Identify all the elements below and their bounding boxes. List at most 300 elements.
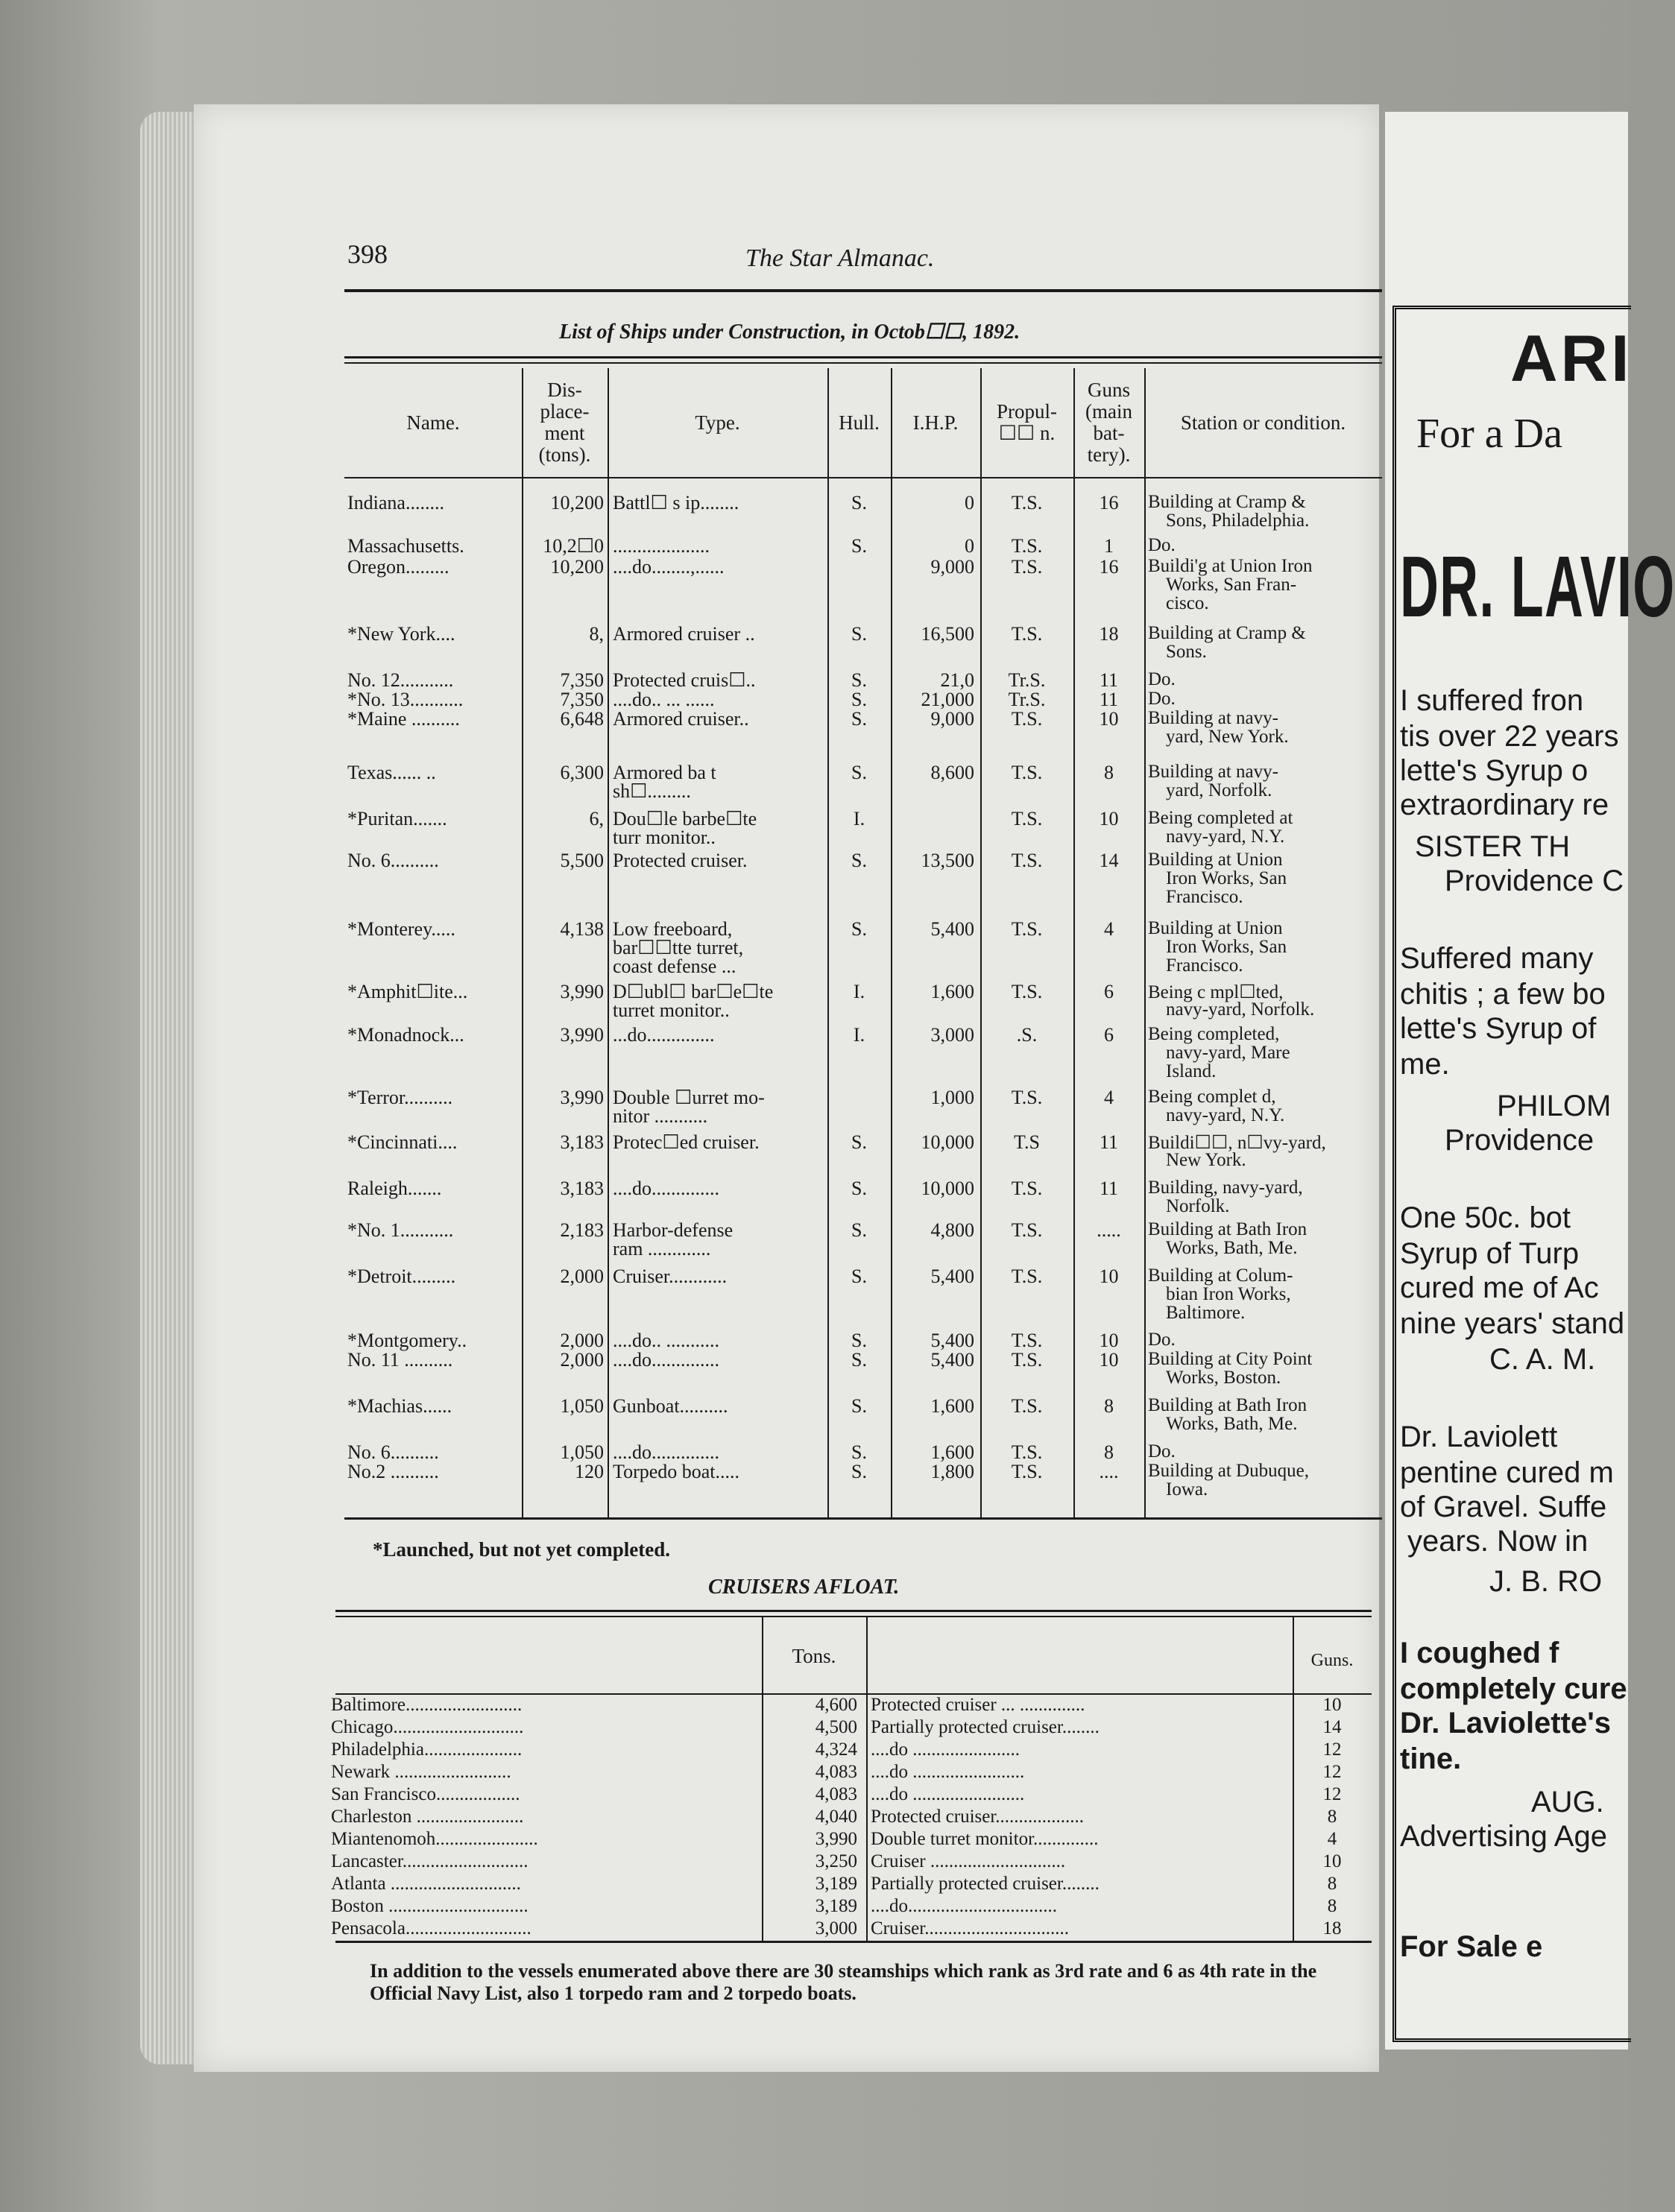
ship-type: D☐ubl☐ bar☐e☐te <box>613 981 774 1002</box>
ship-station: Building at Cramp & <box>1148 623 1306 643</box>
ship-type: Armored cruiser .. <box>613 623 755 645</box>
ship-hull: S. <box>851 669 867 691</box>
ship-hull: S. <box>851 1330 867 1351</box>
ship-displacement: 3,990 <box>560 1087 604 1108</box>
cruisers-table-caption: CRUISERS AFLOAT. <box>708 1576 900 1599</box>
ship-name: *Montgomery.. <box>347 1330 467 1351</box>
ship-ihp: 9,000 <box>930 708 974 730</box>
ship-displacement: 2,183 <box>560 1219 604 1241</box>
cruiser-type: ....do ....................... <box>871 1739 1020 1760</box>
ship-type: Battl☐ s ip........ <box>613 492 739 514</box>
ship-guns: 4 <box>1104 1087 1114 1108</box>
ship-type: nitor ........... <box>613 1105 708 1127</box>
ship-displacement: 4,138 <box>560 918 604 940</box>
ship-type: Protec☐ed cruiser. <box>613 1131 760 1153</box>
ship-guns: 16 <box>1099 492 1119 514</box>
cruiser-type: ....do ........................ <box>871 1784 1025 1804</box>
ship-type: ....do........,...... <box>613 556 725 578</box>
ship-ihp: 5,400 <box>930 918 974 940</box>
ship-station: Being complet d, <box>1148 1087 1276 1107</box>
ship-hull: S. <box>851 1131 867 1153</box>
ship-propulsion: T.S. <box>1011 535 1043 557</box>
cruiser-guns: 4 <box>1327 1829 1337 1849</box>
cruiser-guns: 10 <box>1322 1851 1342 1871</box>
ad-line: J. B. RO <box>1489 1565 1603 1598</box>
cruiser-name: Chicago............................ <box>331 1717 524 1737</box>
ship-hull: S. <box>851 1178 867 1199</box>
ship-propulsion: T.S. <box>1011 1219 1043 1241</box>
cruiser-type: Protected cruiser................... <box>871 1807 1085 1827</box>
ship-type: Harbor-defense <box>613 1219 734 1241</box>
ship-guns: .... <box>1099 1461 1119 1482</box>
cruiser-name: Miantenomoh...................... <box>331 1829 538 1849</box>
cruiser-tons: 3,000 <box>815 1918 857 1938</box>
ship-station: Do. <box>1148 535 1176 555</box>
ship-guns: 4 <box>1104 918 1114 940</box>
ship-propulsion: Tr.S. <box>1008 669 1046 691</box>
ship-propulsion: T.S. <box>1011 762 1043 783</box>
ship-station: Do. <box>1148 689 1176 709</box>
ship-name: *Monterey..... <box>347 918 455 940</box>
ship-name: No.2 .......... <box>347 1461 439 1482</box>
ship-station: navy-yard, N.Y. <box>1166 827 1285 847</box>
ship-ihp: 5,400 <box>930 1330 974 1351</box>
ship-type: turret monitor.. <box>613 999 730 1021</box>
cruiser-type: ....do................................ <box>871 1896 1057 1916</box>
ship-name: *Machias...... <box>347 1395 452 1417</box>
cruiser-guns: 12 <box>1322 1762 1342 1782</box>
ship-station: Baltimore. <box>1166 1303 1246 1323</box>
ship-displacement: 1,050 <box>560 1395 604 1417</box>
ship-displacement: 5,500 <box>560 850 604 871</box>
cruiser-guns: 12 <box>1322 1739 1342 1760</box>
ship-station: Norfolk. <box>1166 1196 1230 1216</box>
ship-displacement: 6, <box>589 808 604 829</box>
ship-type: Protected cruiser. <box>613 850 748 871</box>
ship-type: Dou☐le barbe☐te <box>613 808 757 829</box>
header-station: Station or condition. <box>1180 411 1346 434</box>
ship-type: ....do.............. <box>613 1441 719 1463</box>
ship-station: navy-yard, N.Y. <box>1166 1105 1285 1125</box>
ship-ihp: 1,800 <box>930 1461 974 1482</box>
ad-line: lette's Syrup o <box>1400 754 1589 787</box>
ship-type: Low freeboard, <box>613 918 733 940</box>
ship-station: Iowa. <box>1166 1479 1208 1500</box>
table-bottom-rule <box>344 1517 1382 1520</box>
cruiser-name: Lancaster........................... <box>331 1851 529 1871</box>
ship-displacement: 2,000 <box>560 1330 604 1351</box>
ship-station: Works, Bath, Me. <box>1166 1414 1298 1434</box>
additional-vessels-note: In addition to the vessels enumerated above there are 30 steamships which rank as 3rd rate and 6 as 4th rate in the Official Navy List, also 1 torpedo ram and 2 torpedo boats. <box>370 1960 1317 2004</box>
ship-ihp: 4,800 <box>930 1219 974 1241</box>
cruiser-guns: 18 <box>1322 1918 1342 1938</box>
ship-guns: 1 <box>1104 535 1114 557</box>
ship-displacement: 3,990 <box>560 1024 604 1046</box>
ship-station: Being completed at <box>1148 808 1293 828</box>
ship-station: Being c mpl☐ted, <box>1148 982 1284 1002</box>
ship-station: Building at Union <box>1148 918 1283 938</box>
ship-type: bar☐☐tte turret, <box>613 937 744 958</box>
ship-ihp: 21,000 <box>921 689 974 710</box>
ship-type: Armored ba t <box>613 762 716 783</box>
ship-station: Sons. <box>1166 642 1207 662</box>
cruiser-type: ....do ........................ <box>871 1762 1025 1782</box>
ship-name: *Detroit......... <box>347 1265 456 1287</box>
ship-type: Torpedo boat..... <box>613 1461 740 1482</box>
ship-ihp: 3,000 <box>930 1024 974 1046</box>
header-disp: Dis- place- ment (tons). <box>538 379 591 466</box>
ad-line: PHILOM <box>1497 1090 1612 1122</box>
ad-line: Providence C <box>1445 865 1624 897</box>
ad-subhead: For a Da <box>1416 411 1562 457</box>
header-type: Type. <box>695 411 740 434</box>
ship-station: navy-yard, Norfolk. <box>1166 999 1315 1020</box>
cruiser-name: Boston .............................. <box>331 1896 529 1916</box>
ship-propulsion: .S. <box>1016 1024 1038 1046</box>
ad-line: tine. <box>1400 1742 1462 1775</box>
ship-type: turr monitor.. <box>613 827 716 848</box>
ad-line: pentine cured m <box>1400 1456 1614 1489</box>
ship-guns: 10 <box>1099 1330 1119 1351</box>
ad-line: tis over 22 years <box>1400 720 1619 753</box>
ship-guns: 8 <box>1104 1441 1114 1463</box>
ship-guns: 8 <box>1104 762 1114 783</box>
ship-propulsion: T.S. <box>1011 556 1043 578</box>
ship-displacement: 10,200 <box>550 492 604 514</box>
ship-ihp: 9,000 <box>930 556 974 578</box>
ship-name: Oregon......... <box>347 556 449 578</box>
ship-guns: 11 <box>1099 1131 1119 1153</box>
cruiser-tons: 3,250 <box>815 1851 857 1871</box>
ship-name: Raleigh....... <box>347 1178 442 1199</box>
ad-line: Advertising Age <box>1400 1820 1607 1853</box>
ship-hull: S. <box>851 492 867 514</box>
ship-type: sh☐......... <box>613 780 691 802</box>
ship-guns: 6 <box>1104 981 1114 1002</box>
cruiser-name: San Francisco.................. <box>331 1784 520 1804</box>
ship-ihp: 0 <box>965 535 974 557</box>
cruiser-name: Baltimore......................... <box>331 1695 523 1715</box>
ship-ihp: 16,500 <box>921 623 974 645</box>
ship-displacement: 10,2☐0 <box>543 535 604 557</box>
ship-displacement: 6,648 <box>560 708 604 730</box>
cruiser-tons: 4,600 <box>815 1695 857 1715</box>
ship-propulsion: T.S. <box>1011 1330 1043 1351</box>
cruisers-header-tons: Tons. <box>792 1645 836 1667</box>
ship-hull: S. <box>851 708 867 730</box>
ship-propulsion: T.S. <box>1011 850 1043 871</box>
ship-station: Works, Boston. <box>1166 1368 1281 1388</box>
cruiser-name: Atlanta ............................ <box>331 1874 521 1894</box>
ad-headline: ARI <box>1510 321 1633 395</box>
ship-displacement: 120 <box>575 1461 604 1482</box>
ship-station: Iron Works, San <box>1166 868 1287 888</box>
cruiser-tons: 3,990 <box>815 1829 857 1849</box>
ad-line: For Sale e <box>1400 1930 1543 1963</box>
ship-station: Buildi☐☐, n☐vy-yard, <box>1148 1133 1326 1153</box>
cruisers-column-rule <box>866 1617 868 1941</box>
ship-propulsion: T.S. <box>1011 1441 1043 1463</box>
ship-station: Francisco. <box>1166 955 1243 976</box>
table-top-rule <box>344 356 1382 358</box>
ship-type: ...do.............. <box>613 1024 715 1046</box>
ship-station: Building at navy- <box>1148 762 1278 782</box>
ship-displacement: 7,350 <box>560 689 604 710</box>
header-rule <box>344 289 1382 292</box>
ship-propulsion: T.S. <box>1011 1265 1043 1287</box>
ship-displacement: 6,300 <box>560 762 604 783</box>
ship-name: *New York.... <box>347 623 455 645</box>
ship-displacement: 3,183 <box>560 1131 604 1153</box>
ship-ihp: 1,600 <box>930 981 974 1002</box>
cruiser-guns: 8 <box>1327 1807 1337 1827</box>
cruiser-tons: 4,083 <box>815 1762 857 1782</box>
ad-line: chitis ; a few bo <box>1400 978 1606 1011</box>
ship-ihp: 0 <box>965 492 974 514</box>
ship-propulsion: T.S. <box>1011 981 1043 1002</box>
ship-type: ....do.............. <box>613 1349 719 1371</box>
ship-hull: S. <box>851 1219 867 1241</box>
ad-line: Suffered many <box>1400 942 1594 975</box>
ship-guns: 10 <box>1099 708 1119 730</box>
ship-propulsion: T.S <box>1014 1131 1040 1153</box>
ship-ihp: 13,500 <box>921 850 974 871</box>
ship-hull: S. <box>851 535 867 557</box>
ship-station: Iron Works, San <box>1166 937 1287 957</box>
ship-type: coast defense ... <box>613 955 736 977</box>
cruiser-type: Double turret monitor.............. <box>871 1829 1099 1849</box>
page-number: 398 <box>347 239 388 269</box>
ship-guns: 11 <box>1099 669 1119 691</box>
ship-type: Gunboat.......... <box>613 1395 728 1417</box>
ship-hull: I. <box>853 1024 865 1046</box>
ship-guns: 10 <box>1099 808 1119 829</box>
ship-ihp: 21,0 <box>940 669 974 691</box>
cruiser-name: Newark ......................... <box>331 1762 511 1782</box>
ship-hull: I. <box>853 808 865 829</box>
ship-station: Building at Bath Iron <box>1148 1395 1307 1415</box>
ship-station: yard, Norfolk. <box>1166 780 1272 800</box>
ship-propulsion: T.S. <box>1011 918 1043 940</box>
ship-hull: S. <box>851 1441 867 1463</box>
ship-name: *Puritan....... <box>347 808 447 829</box>
ship-hull: S. <box>851 1395 867 1417</box>
ship-hull: S. <box>851 689 867 710</box>
ship-station: Do. <box>1148 669 1176 689</box>
ship-propulsion: T.S. <box>1011 623 1043 645</box>
ship-name: *No. 1........... <box>347 1219 454 1241</box>
cruisers-top-rule <box>335 1610 1372 1612</box>
cruiser-type: Protected cruiser ... .............. <box>871 1695 1085 1715</box>
ship-station: yard, New York. <box>1166 727 1289 747</box>
ship-displacement: 10,200 <box>550 556 604 578</box>
ship-guns: 10 <box>1099 1265 1119 1287</box>
ship-ihp: 8,600 <box>930 762 974 783</box>
ad-line: nine years' stand <box>1400 1307 1625 1340</box>
ship-displacement: 1,050 <box>560 1441 604 1463</box>
header-ihp: I.H.P. <box>912 411 959 434</box>
ship-propulsion: T.S. <box>1011 1461 1043 1482</box>
cruiser-guns: 12 <box>1322 1784 1342 1804</box>
ad-line: lette's Syrup of <box>1400 1012 1597 1045</box>
cruiser-tons: 4,324 <box>815 1739 857 1760</box>
ship-station: Building at Dubuque, <box>1148 1461 1309 1481</box>
ad-line: Providence <box>1445 1124 1594 1157</box>
cruiser-tons: 4,500 <box>815 1717 857 1737</box>
ship-guns: 11 <box>1099 1178 1119 1199</box>
ship-displacement: 2,000 <box>560 1349 604 1371</box>
ad-line: AUG. <box>1531 1786 1604 1818</box>
ship-hull: S. <box>851 623 867 645</box>
ship-guns: 14 <box>1099 850 1119 871</box>
ship-ihp: 1,000 <box>930 1087 974 1108</box>
launched-footnote: *Launched, but not yet completed. <box>373 1538 671 1561</box>
cruisers-top-rule-2 <box>335 1616 1372 1617</box>
ad-line: I coughed f <box>1400 1637 1559 1669</box>
ship-station: Island. <box>1166 1061 1217 1081</box>
header-name: Name. <box>406 411 460 434</box>
ship-guns: 16 <box>1099 556 1119 578</box>
cruiser-guns: 8 <box>1327 1874 1337 1894</box>
ship-name: No. 11 .......... <box>347 1349 453 1371</box>
ship-name: Texas...... .. <box>347 762 436 783</box>
ship-station: Francisco. <box>1166 887 1243 907</box>
ship-station: Buildi'g at Union Iron <box>1148 556 1313 576</box>
ad-line: I suffered fron <box>1400 684 1584 717</box>
ship-type: ram ............. <box>613 1238 711 1260</box>
ship-displacement: 3,183 <box>560 1178 604 1199</box>
ship-ihp: 5,400 <box>930 1349 974 1371</box>
header-prop: Propul- ☐☐ n. <box>997 400 1057 444</box>
ship-guns: 11 <box>1099 689 1119 710</box>
ship-ihp: 1,600 <box>930 1441 974 1463</box>
ship-hull: I. <box>853 981 865 1002</box>
header-bottom-rule <box>344 477 1382 478</box>
ship-station: New York. <box>1166 1150 1246 1170</box>
ship-hull: S. <box>851 850 867 871</box>
ship-station: Building at Colum- <box>1148 1265 1293 1286</box>
ship-ihp: 1,600 <box>930 1395 974 1417</box>
ship-guns: 6 <box>1104 1024 1114 1046</box>
ad-line: One 50c. bot <box>1400 1201 1571 1234</box>
ship-ihp: 10,000 <box>921 1178 974 1199</box>
ship-hull: S. <box>851 918 867 940</box>
ship-guns: 10 <box>1099 1349 1119 1371</box>
column-rule <box>1144 368 1146 1517</box>
ship-type: ....do.. ........... <box>613 1330 719 1351</box>
cruiser-name: Pensacola........................... <box>331 1918 531 1938</box>
ad-line: Dr. Laviolette's <box>1400 1707 1611 1739</box>
ship-station: Works, San Fran- <box>1166 575 1297 595</box>
ship-station: Building at Cramp & <box>1148 492 1306 512</box>
ship-propulsion: T.S. <box>1011 492 1043 514</box>
ad-line: completely cure <box>1400 1672 1627 1705</box>
ship-type: ....do.. ... ...... <box>613 689 715 710</box>
ship-displacement: 3,990 <box>560 981 604 1002</box>
ship-station: Building at navy- <box>1148 708 1278 728</box>
ship-propulsion: T.S. <box>1011 1349 1043 1371</box>
ad-line: years. Now in <box>1407 1525 1589 1558</box>
ship-station: Being completed, <box>1148 1024 1280 1044</box>
ship-type: Cruiser............ <box>613 1265 728 1287</box>
ship-ihp: 10,000 <box>921 1131 974 1153</box>
ship-station: cisco. <box>1166 593 1209 613</box>
ship-hull: S. <box>851 1349 867 1371</box>
ship-displacement: 7,350 <box>560 669 604 691</box>
running-title: The Star Almanac. <box>745 244 935 272</box>
ship-hull: S. <box>851 1461 867 1482</box>
ship-name: *Cincinnati.... <box>347 1131 458 1153</box>
ad-line: SISTER TH <box>1415 830 1571 863</box>
cruiser-tons: 4,040 <box>815 1807 857 1827</box>
ad-brand: DR. LAVIO <box>1400 538 1675 635</box>
ship-propulsion: T.S. <box>1011 1087 1043 1108</box>
ship-name: *No. 13........... <box>347 689 464 710</box>
ship-type: Protected cruis☐.. <box>613 669 756 691</box>
ship-station: Building at City Point <box>1148 1349 1313 1369</box>
ad-line: of Gravel. Suffe <box>1400 1491 1607 1523</box>
cruiser-type: Cruiser............................... <box>871 1918 1069 1938</box>
ship-station: Do. <box>1148 1441 1176 1462</box>
ship-station: navy-yard, Mare <box>1166 1043 1290 1063</box>
ad-line: Dr. Laviolett <box>1400 1421 1558 1453</box>
ship-station: bian Iron Works, <box>1166 1284 1291 1304</box>
ship-name: *Terror.......... <box>347 1087 453 1108</box>
ship-guns: 18 <box>1099 623 1119 645</box>
ship-name: Massachusetts. <box>347 535 464 557</box>
column-rule <box>608 368 609 1517</box>
ship-station: Do. <box>1148 1330 1176 1350</box>
ship-propulsion: T.S. <box>1011 1178 1043 1199</box>
ship-name: *Amphit☐ite... <box>347 981 468 1002</box>
cruiser-tons: 4,083 <box>815 1784 857 1804</box>
table-top-rule-2 <box>344 362 1382 364</box>
ship-guns: 8 <box>1104 1395 1114 1417</box>
cruiser-guns: 14 <box>1322 1717 1342 1737</box>
ship-hull: S. <box>851 762 867 783</box>
cruisers-header-guns: Guns. <box>1310 1651 1354 1670</box>
ship-ihp: 5,400 <box>930 1265 974 1287</box>
ship-name: No. 6.......... <box>347 850 439 871</box>
ship-station: Sons, Philadelphia. <box>1166 511 1310 531</box>
ship-hull: S. <box>851 1265 867 1287</box>
ship-propulsion: T.S. <box>1011 1395 1043 1417</box>
ship-station: Building, navy-yard, <box>1148 1178 1303 1198</box>
ship-name: *Maine .......... <box>347 708 460 730</box>
cruiser-guns: 10 <box>1322 1695 1342 1715</box>
ad-line: extraordinary re <box>1400 789 1609 821</box>
ship-displacement: 2,000 <box>560 1265 604 1287</box>
ship-name: *Monadnock... <box>347 1024 464 1046</box>
ship-name: No. 12........... <box>347 669 454 691</box>
ship-displacement: 8, <box>589 623 604 645</box>
cruiser-tons: 3,189 <box>815 1896 857 1916</box>
cruiser-type: Cruiser ............................. <box>871 1851 1066 1871</box>
cruiser-name: Philadelphia..................... <box>331 1739 523 1760</box>
ad-line: Syrup of Turp <box>1400 1237 1580 1270</box>
cruiser-name: Charleston ....................... <box>331 1807 524 1827</box>
cruiser-type: Partially protected cruiser........ <box>871 1874 1100 1894</box>
ship-station: Building at Union <box>1148 850 1283 870</box>
cruiser-type: Partially protected cruiser........ <box>871 1717 1100 1737</box>
header-hull: Hull. <box>839 411 880 434</box>
cruiser-tons: 3,189 <box>815 1874 857 1894</box>
ship-name: Indiana........ <box>347 492 444 514</box>
cruiser-guns: 8 <box>1327 1896 1337 1916</box>
header-guns: Guns (main bat- tery). <box>1085 379 1132 466</box>
ad-line: C. A. M. <box>1489 1343 1596 1376</box>
ship-station: Works, Bath, Me. <box>1166 1238 1298 1258</box>
